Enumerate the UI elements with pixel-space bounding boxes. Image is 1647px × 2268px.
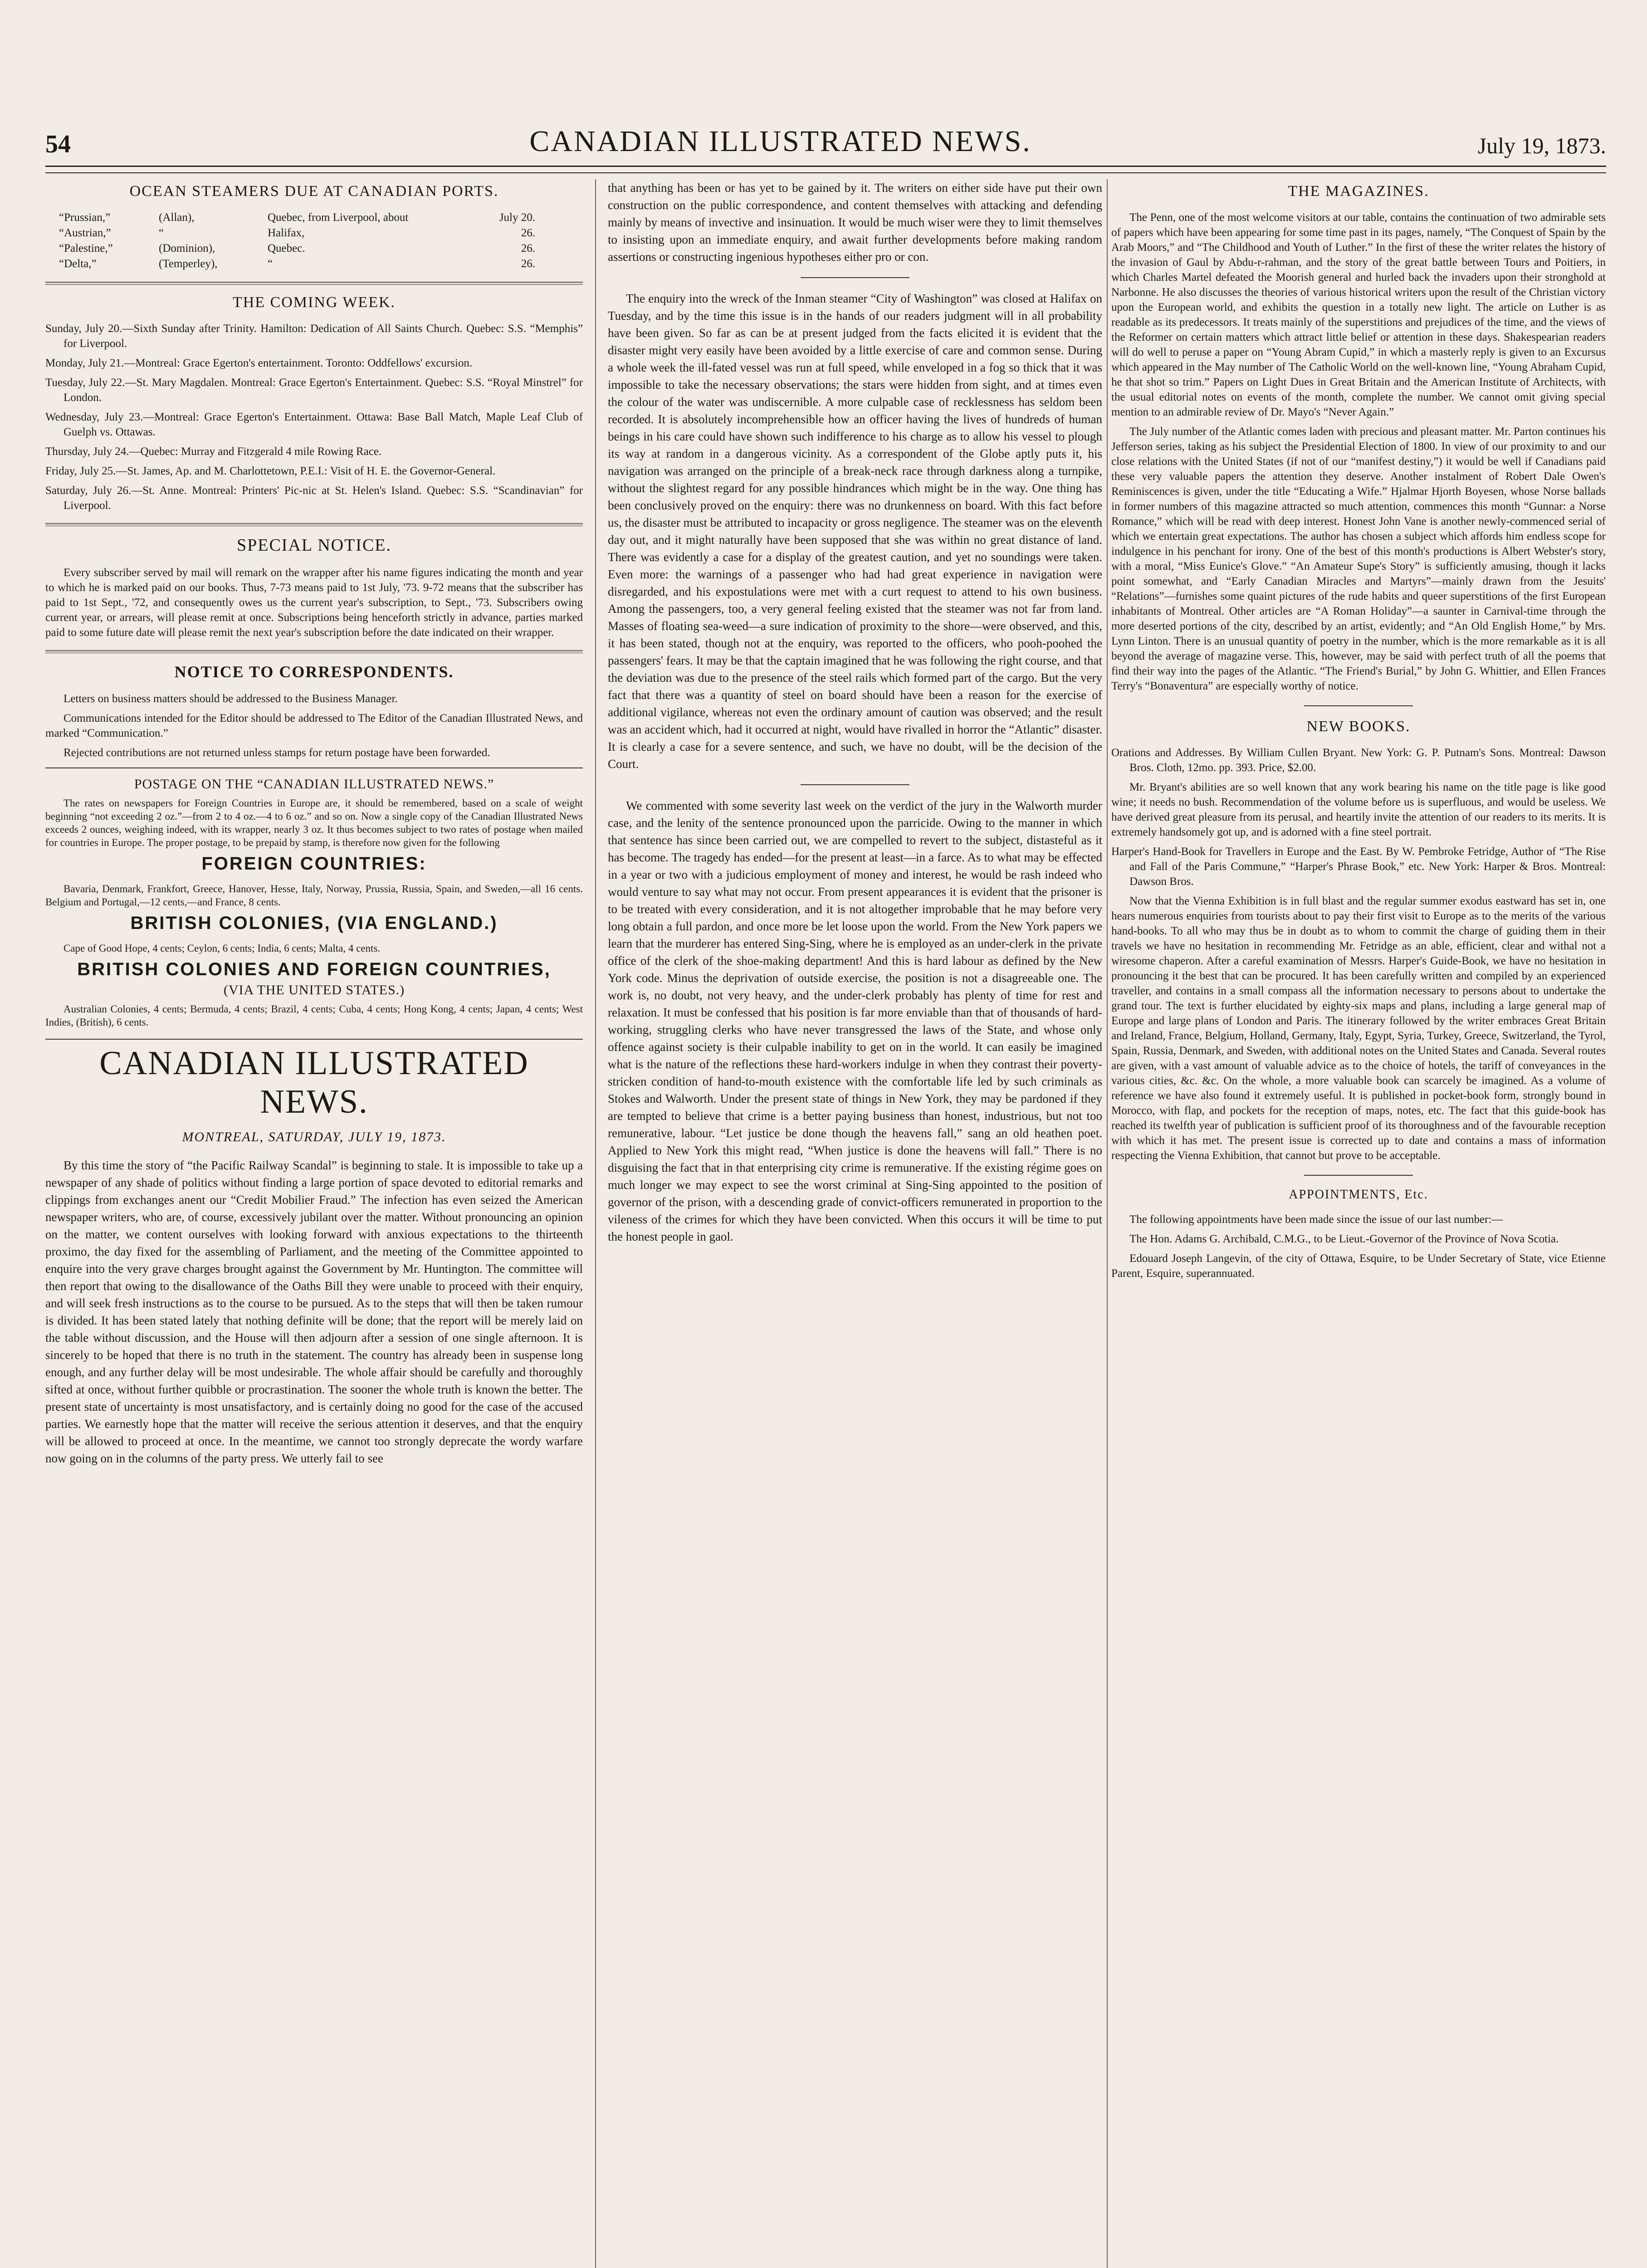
steamer-date: 26.	[521, 227, 535, 239]
coming-week-heading: THE COMING WEEK.	[232, 294, 396, 311]
steamer-line: (Dominion),	[159, 242, 215, 254]
section-rule	[1304, 1175, 1413, 1176]
page-header	[45, 118, 1606, 159]
postage-heading: POSTAGE ON THE “CANADIAN ILLUSTRATED NEWS.”	[134, 777, 494, 792]
section-rule	[45, 523, 583, 526]
section-rule	[45, 282, 583, 285]
editorial-continuation: that anything has been or has yet to be gained by it. The writers on either side have put their own construction on the public correspondence, and content themselves with attacking and defending mainly by means of invective and insinuation. It would be much wiser were they to limit themselves to insisting upon an immediate enquiry, and await further developments before making random assertions or constructing ingenious hypotheses either pro or con.	[608, 181, 1102, 264]
editorial-paragraph: By this time the story of “the Pacific Railway Scandal” is beginning to stale. It is impossible to take up a newspaper of any shade of politics without finding a large portion of space devoted to editorial remarks and clippings from exchanges anent our “Credit Mobilier Fraud.” The infection has even seized the American newspaper writers, who are, of course, excessively jubilant over the matter. Without pronouncing an opinion on the matter, we content ourselves with looking forward with anxious expectations to the thirteenth proximo, the day fixed for the assembling of Parliament, and the meeting of the Committee appointed to enquire into the very grave charges brought against the Government by Mr. Huntington. The committee will then report that owing to the disallowance of the Oaths Bill they were unable to proceed with their enquiry, and will seek fresh instructions as to the course to be pursued. As to the steps that will then be taken rumour is divided. It has been stated lately that nothing definite will be done; that the report will be merely laid on the table without discussion, and the House will then adjourn after a session of one single afternoon. It is sincerely to be hoped that there is no truth in the statement. The country has already been in suspense long enough, and any further delay will be most undesirable. The whole affair should be carefully and thoroughly sifted at once, without further quibble or procrastination. The sooner the whole truth is known the better. The present state of uncertainty is most unsatisfactory, and is certainly doing no good for the case of the accused parties. We earnestly hope that the matter will receive the serious attention it deserves, and that the enquiry will be allowed to proceed at once. In the meantime, we cannot too strongly deprecate the wordy warfare now going on in the columns of the party press. We utterly fail to see	[45, 1158, 583, 1465]
british-colonies-rates: Cape of Good Hope, 4 cents; Ceylon, 6 cents; India, 6 cents; Malta, 4 cents.	[64, 943, 381, 954]
walworth-article: We commented with some severity last week on the verdict of the jury in the Walworth murder case, and the lenity of the sentence pronounced upon the parricide. Owing to the manner in which that sentence has since been carried out, we are compelled to revert to the subject, distasteful as it has become. The tragedy has ended—for the present at least—in a farce. As to what may be effected in a year or two with a judicious employment of money and interest, he would be rash indeed who would venture to say what may not occur. From present appearances it is evident that the prisoner is to be treated with every consideration, and it is not altogether improbable that he may before very long obtain a full pardon, and once more be let loose upon the world. From the New York papers we learn that the murderer has entered Sing-Sing, where he is employed as an under-clerk in the private office of the clerk of the shoe-making department! And this is hard labour as defined by the New York code. Minus the deprivation of outside exercise, the position is not a disagreeable one. The work is, no doubt, not very heavy, and the under-clerk probably has plenty of time for rest and relaxation. It must be confessed that his position is far more enviable than that of thousands of hard-working, struggling clerks who have never transgressed the laws of the State, and whose only offence against society is their culpable inability to get on in the world. It can easily be imagined what is the nature of the reflections these hard-workers indulge in when they contrast their poverty-stricken condition of hand-to-mouth existence with the comfortable life led by such criminals as Stokes and Walworth. Under the present state of things in New York, they may be pardoned if they are tempted to believe that crime is a better paying business than honest, industrious, but not too remunerative, labour. “Let justice be done though the heavens fall,” sang an old heathen poet. Applied to New York this might read, “When justice is done the heavens will fall.” There is no disguising the fact that in that enterprising city crime is remunerative. If the existing régime goes on much longer we may expect to see the worst criminal at Sing-Sing appointed to the position of governor of the prison, with a descending grade of convict-officers remunerated in proportion to the vileness of the crimes for which they have been convicted. When this occurs it will be time to put the honest people in gaol.	[608, 799, 1102, 1243]
city-of-washington-article: The enquiry into the wreck of the Inman steamer “City of Washington” was closed at Halifax on Tuesday, and by the time this issue is in the hands of our readers judgment will in all probability have been given. So far as can be at present judged from the facts elicited it is evident that the disaster might very easily have been avoided by a little exercise of care and common sense. During a whole week the ill-fated vessel was run at full speed, while enveloped in a fog so thick that it was impossible to take the necessary observations; the stars were hidden from sight, and at times even the colour of the water was undiscernible. A more culpable case of recklessness has seldom been recorded. It is absolutely incomprehensible how an officer having the lives of hundreds of human beings in his care could have shown such indifference to his charge as to allow his vessel to plough its way at random in a dangerous vicinity. As a correspondent of the Globe aptly puts it, his navigation was arranged on the principle of a break-neck race through darkness along a turnpike, without the slightest regard for any possible hindrances which might be in the way. One thing has been conclusively proved on the enquiry: there was no drunkenness on board. With this fact before us, the disaster must be attributed to incapacity or gross negligence. The steamer was on the eleventh day out, and it might naturally have been supposed that she was within no great distance of land. There was evidently a case for a display of the greatest caution, and yet no soundings were taken. Even more: the warnings of a passenger who had had great experience in navigation were disregarded, and his expostulations were met with a curt request to attend to his own business. Among the passengers, too, a very general feeling existed that the steamer was not far from land. Masses of floating sea-weed—a sure indication of proximity to the shore—were observed, and this, it has been stated, though not at the enquiry, was reported to the officers, who pooh-poohed the passengers' fears. It may be that the captain imagined that he was following the right course, and that the deviation was due to the presence of the steel rails which formed part of the cargo. But the very fact that there was a quantity of steel on board should have been a reason for the exercise of additional vigilance, whereas not even the ordinary amount of caution was observed; and the result was an accident which, had it occurred at night, would have rivalled in horror the “Atlantic” disaster. It is clearly a case for a severe sentence, and such, we have no doubt, will be the decision of the Court.	[608, 292, 1102, 771]
editorial-masthead: CANADIAN ILLUSTRATED NEWS.	[99, 1045, 529, 1120]
book-review: Mr. Bryant's abilities are so well known that any work bearing his name on the title page is like good wine; it needs no bush. Recommendation of the volume before us is superfluous, and would be useless. We have derived great pleasure from its perusal, and heartily invite the attention of our readers to its merits. It is extremely handsomely got up, and is adorned with a fine steel portrait.	[1111, 781, 1606, 838]
appointments-intro: The following appointments have been made since the issue of our last number:—	[1129, 1213, 1503, 1226]
steamer-line: “	[159, 227, 164, 239]
editorial-dateline: MONTREAL, SATURDAY, JULY 19, 1873.	[182, 1129, 446, 1144]
steamer-name: “Palestine,”	[59, 242, 113, 254]
postage-box	[45, 767, 583, 1040]
newspaper-title: CANADIAN ILLUSTRATED NEWS.	[529, 125, 1031, 158]
magazine-review: The July number of the Atlantic comes laden with precious and pleasant matter. Mr. Parton continues his Jefferson series, taking as his subject the Presidential Election of 1800. In view of our proximity to and our close relations with the United States (if not of our “manifest destiny,”) it would be well if Canadians paid these very valuable papers the attention they deserve. Another instalment of Robert Dale Owen's Reminiscences is given, under the title “Educating a Wife.” Hjalmar Hjorth Boyesen, whose Norse ballads in former numbers of this magazine attracted so much attention, commences this month “Gunnar: a Norse Romance,” which will be read with deep interest. Honest John Vane is another newly-commenced serial of which we entertain great expectations. The author has chosen a subject which affords him endless scope for indulgence in his penchant for irony. One of the best of this month's productions is Albert Webster's story, with a moral, “Miss Eunice's Glove.” “An Amateur Supe's Story” is sufficiently amusing, though it lacks point somewhat, and “Early Canadian Miracles and Martyrs”—mainly drawn from the Jesuits' “Relations”—furnishes some quaint pictures of the rude habits and queer superstitions of the first European inhabitants of Montreal. Other articles are “A Roman Holiday”—a saunter in Carnival-time through the more deserted portions of the city, described by an artist, evidently; and “An Old English Home,” by Mrs. Lynn Linton. There is an unusual quantity of poetry in the number, which is the more remarkable as it is all beyond the average of magazine verse. This, however, may be said with perfect truth of all the poems that find their way into the pages of the Atlantic. “The Friend's Burial,” by John G. Whittier, and Ellen Frances Terry's “Bonaventura” are especially worthy of notice.	[1111, 425, 1606, 692]
steamer-name: “Delta,”	[59, 258, 97, 270]
page-number: 54	[45, 130, 71, 158]
steamer-route: Quebec, from Liverpool, about	[268, 211, 409, 224]
british-colonies-heading: BRITISH COLONIES, (VIA ENGLAND.)	[130, 913, 498, 933]
steamer-name: “Austrian,”	[59, 227, 111, 239]
magazine-review: The Penn, one of the most welcome visitors at our table, contains the continuation of two admirable sets of papers which have been appearing for some time past in its pages, namely, “The Conquest of Spain by the Arab Moors,” and “The Childhood and Youth of Luther.” In the first of these the writer relates the history of the invasion of Gaul by Abdu-r-rahman, and the story of the great battle between Tours and Poitiers, in which Charles Martel defeated the Moorish general and hurled back the invaders upon their stronghold at Narbonne. He also discusses the theories of various historical writers upon the result of the Christian victory upon the European world, and exhibits the question in a totally new light. The article on Luther is as readable as its predecessors. It treats mainly of the superstitions and prejudices of the time, and the views of the Reformer on certain matters which attract little belief or attention in these days. Shakespearian readers will do well to peruse a paper on “Young Abram Cupid,” in which a masterly reply is given to an Excursus which appeared in the May number of The Catholic World on the well-known line, “Young Abraham Cupid, he that shot so trim.” Papers on Light Dues in Great Britain and the American Institute of Architects, with the usual editorial notes on events of the month, complete the number. We cannot omit giving special mention to an admirable review of Dr. Mayo's “Never Again.”	[1111, 211, 1606, 418]
correspondents-text: Communications intended for the Editor should be addressed to The Editor of the Canadian Illustrated News, and marked “Communication.”	[45, 712, 583, 739]
steamer-row	[45, 210, 583, 225]
calendar-entry: Monday, July 21.—Montreal: Grace Egerton's entertainment. Toronto: Oddfellows' excursion.	[45, 357, 473, 369]
special-notice-text: Every subscriber served by mail will remark on the wrapper after his name figures indicating the month and year to which he is marked paid on our books. Thus, 7-73 means paid to 1st July, '73. 9-72 means that the subscriber has paid to 1st Sept., '72, and consequently owes us the current year's subscription, to Sept., '73. Subscribers owing current year, or arrears, will please remit at once. Subscriptions being henceforth strictly in advance, parties marked paid to some future date will please remit the next year's subscription before the date indicated on their wrapper.	[45, 567, 583, 639]
book-title: Orations and Addresses. By William Cullen Bryant. New York: G. P. Putnam's Sons. Montreal: Dawson Bros. Cloth, 12mo. pp. 393. Price, $2.00.	[1111, 747, 1606, 774]
special-notice-heading: SPECIAL NOTICE.	[236, 536, 392, 555]
colonies-foreign-heading: BRITISH COLONIES AND FOREIGN COUNTRIES,	[77, 959, 551, 979]
steamer-route: “	[268, 258, 273, 270]
calendar-entry: Sunday, July 20.—Sixth Sunday after Trinity. Hamilton: Dedication of All Saints Church. Quebec: S.S. “Memphis” for Liverpool.	[45, 323, 583, 350]
appointment-entry: The Hon. Adams G. Archibald, C.M.G., to be Lieut.-Governor of the Province of Nova Scotia.	[1129, 1233, 1559, 1245]
book-title: Harper's Hand-Book for Travellers in Europe and the East. By W. Pembroke Fetridge, Author of “The Rise and Fall of the Paris Commune,” “Harper's Phrase Book,” etc. New York: Harper & Bros. Montreal: Dawson Bros.	[1111, 846, 1606, 888]
steamer-date: July 20.	[499, 211, 535, 224]
correspondents-text: Letters on business matters should be addressed to the Business Manager.	[64, 693, 398, 705]
steamer-name: “Prussian,”	[59, 211, 111, 224]
article-rule	[801, 277, 909, 278]
new-books-heading: NEW BOOKS.	[1306, 718, 1411, 735]
column-1	[45, 179, 583, 2268]
steamer-route: Quebec.	[268, 242, 305, 254]
colonies-foreign-rates: Australian Colonies, 4 cents; Bermuda, 4 cents; Brazil, 4 cents; Cuba, 4 cents; Hong Kong, 4 cents; Japan, 4 cents; West Indies, (British), 6 cents.	[45, 1003, 583, 1028]
calendar-entry: Tuesday, July 22.—St. Mary Magdalen. Montreal: Grace Egerton's Entertainment. Quebec: S.S. “Royal Minstrel” for London.	[45, 376, 583, 404]
section-rule	[45, 650, 583, 653]
appointment-entry: Edouard Joseph Langevin, of the city of Ottawa, Esquire, to be Under Secretary of State, vice Etienne Parent, Esquire, superannuated.	[1111, 1252, 1606, 1280]
steamer-line: (Temperley),	[159, 258, 218, 270]
colonies-foreign-subheading: (VIA THE UNITED STATES.)	[223, 982, 405, 997]
section-rule	[1304, 705, 1413, 706]
book-review: Now that the Vienna Exhibition is in full blast and the regular summer exodus eastward has set in, one hears numerous enquiries from tourists about to pay their first visit to Europe as to the merits of the various hand-books. To all who may thus be in doubt as to whom to commit the charge of guiding them in their travels we have no hesitation in recommending Mr. Fetridge as an able, efficient, clear and withal not a wiresome chaperon. After a careful examination of Messrs. Harper's Guide-Book, we have no hesitation in pronouncing it the best that can be procured. It has been carefully written and compiled by an experienced traveller, and contains in a small compass all the information necessary to persons about to undertake the grand tour. The text is further elucidated by eighty-six maps and plans, including a large general map of Europe and large plans of London and Paris. The itinerary followed by the writer embraces Great Britain and Ireland, France, Belgium, Holland, Germany, Italy, Egypt, Syria, Turkey, Greece, Switzerland, the Tyrol, Spain, Russia, Denmark, and Sweden, with additional notes on the United States and Canada. Several routes are given, with a vast amount of valuable advice as to the choice of hotels, the tariff of conveyances in the various cities, &c. &c. On the whole, a more valuable book can scarcely be imagined. As a volume of reference we have also found it extremely useful. It is published in pocket-book form, strongly bound in Morocco, with flap, and pockets for the reception of maps, notes, etc. The fact that this guide-book has reached its twelfth year of publication is sufficient proof of its thoroughness and of the favourable reception with which it has met. The present issue is corrected up to date and contains a mass of information respecting the Vienna Exhibition, that cannot but prove to be acceptable.	[1111, 895, 1606, 1162]
steamer-date: 26.	[521, 258, 535, 270]
calendar-entry: Thursday, July 24.—Quebec: Murray and Fitzgerald 4 mile Rowing Race.	[45, 445, 382, 458]
article-rule	[801, 784, 909, 785]
column-3	[1111, 179, 1606, 2268]
calendar-entry: Friday, July 25.—St. James, Ap. and M. Charlottetown, P.E.I.: Visit of H. E. the Governor-General.	[45, 465, 496, 477]
appointments-heading: APPOINTMENTS, Etc.	[1289, 1188, 1428, 1202]
steamers-table	[45, 210, 583, 272]
calendar-entry: Saturday, July 26.—St. Anne. Montreal: Printers' Pic-nic at St. Helen's Island. Quebec: S.S. “Scandinavian” for Liverpool.	[45, 484, 583, 512]
issue-date: July 19, 1873.	[1477, 133, 1606, 158]
correspondents-text: Rejected contributions are not returned unless stamps for return postage have been forwarded.	[64, 747, 490, 759]
column-2	[608, 179, 1102, 2268]
steamer-route: Halifax,	[268, 227, 305, 239]
steamer-row	[45, 225, 583, 241]
steamers-heading: OCEAN STEAMERS DUE AT CANADIAN PORTS.	[129, 183, 499, 200]
foreign-countries-rates: Bavaria, Denmark, Frankfort, Greece, Hanover, Hesse, Italy, Norway, Prussia, Russia, Spain, and Sweden,—all 16 cents. Belgium and Portugal,—12 cents,—and France, 8 cents.	[45, 883, 583, 908]
header-rule	[45, 166, 1606, 173]
foreign-countries-heading: FOREIGN COUNTRIES:	[201, 854, 427, 874]
column-divider	[1107, 179, 1108, 2268]
postage-intro: The rates on newspapers for Foreign Countries in Europe are, it should be remembered, based on a scale of weight beginning “not exceeding 2 oz.”—from 2 to 4 oz.—4 to 6 oz.” and so on. Now a single copy of the Canadian Illustrated News exceeds 2 ounces, weighing indeed, with its wrapper, nearly 3 oz. It thus becomes subject to two rates of postage when mailed for countries in Europe. The proper postage, to be prepaid by stamp, is therefore now given for the following	[45, 797, 583, 848]
correspondents-heading: NOTICE TO CORRESPONDENTS.	[174, 663, 454, 681]
steamer-date: 26.	[521, 242, 535, 254]
steamer-row	[45, 241, 583, 256]
steamer-row	[45, 256, 583, 272]
column-divider	[595, 179, 596, 2268]
steamer-line: (Allan),	[159, 211, 195, 224]
magazines-heading: THE MAGAZINES.	[1288, 183, 1429, 200]
calendar-entry: Wednesday, July 23.—Montreal: Grace Egerton's Entertainment. Ottawa: Base Ball Match, Maple Leaf Club of Guelph vs. Ottawas.	[45, 411, 583, 438]
